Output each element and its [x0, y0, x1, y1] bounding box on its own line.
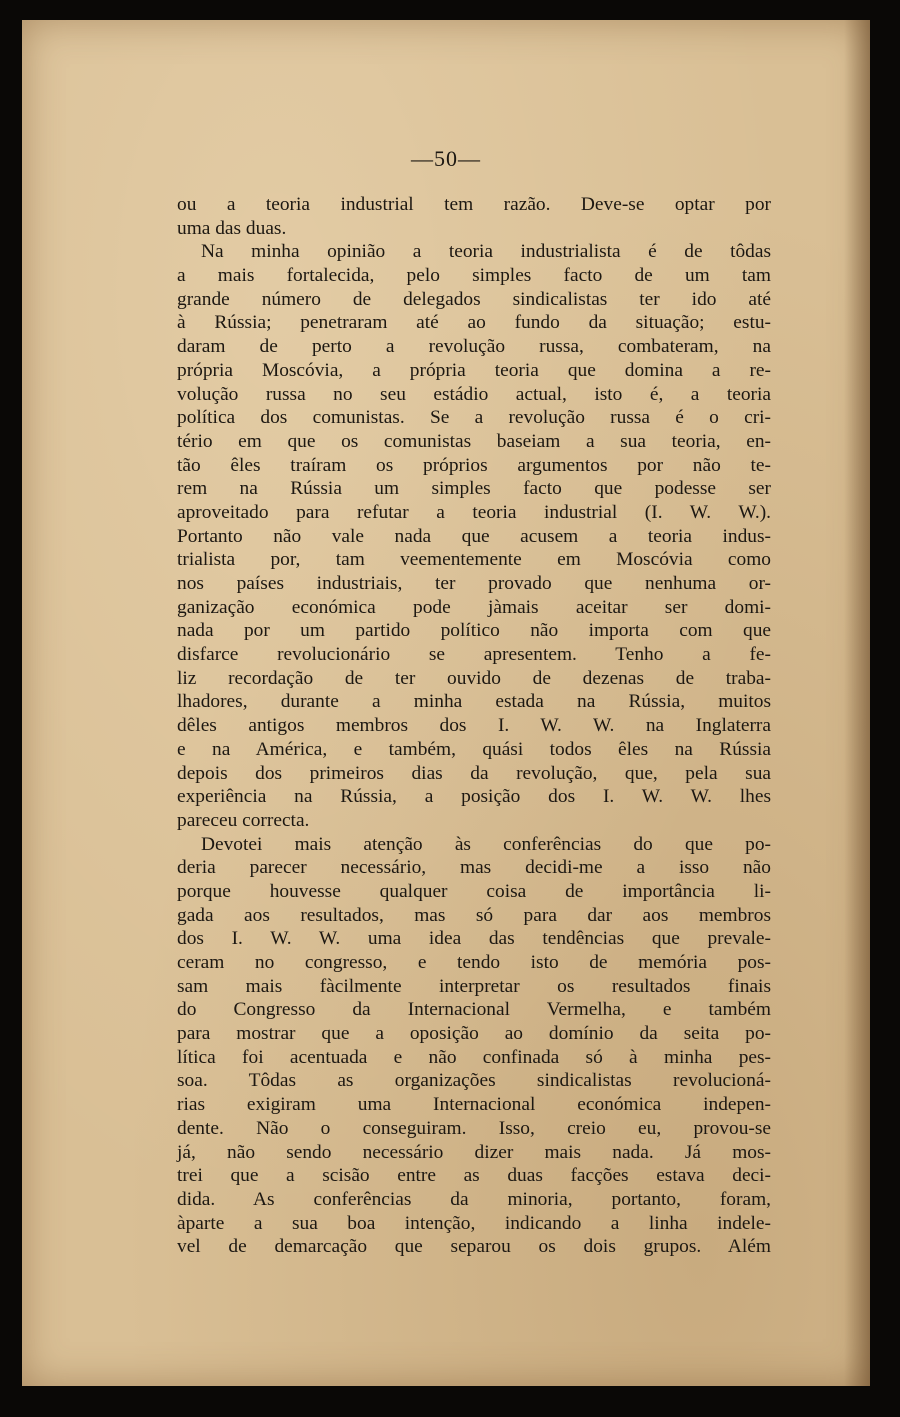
text-line: ganização económica pode jàmais aceitar ser domi-: [177, 596, 771, 618]
text-line: dos I. W. W. uma idea das tendências que prevale-: [177, 928, 771, 950]
text-line: trei que a scisão entre as duas facções estava deci-: [177, 1165, 771, 1187]
text-line: sam mais fàcilmente interpretar os resultados finais: [177, 975, 771, 997]
text-line: a mais fortalecida, pelo simples facto de um tam: [177, 265, 771, 287]
text-line: nos países industriais, ter provado que nenhuma or-: [177, 573, 771, 594]
text-line: lítica foi acentuada e não confinada só à minha pes-: [177, 1046, 771, 1068]
text-line: para mostrar que a oposição ao domínio da seita po-: [177, 1023, 771, 1045]
text-line: ceram no congresso, e tendo isto de memória pos-: [177, 952, 771, 973]
text-line: lhadores, durante a minha estada na Rússia, muitos: [177, 691, 771, 713]
page-number: —50—: [411, 146, 481, 171]
text-line: Devotei mais atenção às conferências do que po-: [201, 833, 771, 855]
text-line: dente. Não o conseguiram. Isso, creio eu, provou-se: [177, 1117, 771, 1139]
text-line: depois dos primeiros dias da revolução, que, pela sua: [177, 762, 771, 784]
text-line: disfarce revolucionário se apresentem. Tenho a fe-: [177, 644, 771, 666]
text-line: rias exigiram uma Internacional económica indepen-: [177, 1094, 771, 1116]
text-line: tério em que os comunistas baseiam a sua teoria, en-: [177, 430, 771, 452]
text-line: daram de perto a revolução russa, combateram, na: [177, 336, 771, 358]
text-line: e na América, e também, quási todos êles na Rússia: [177, 738, 771, 760]
text-line: uma das duas.: [177, 217, 287, 239]
text-line: Na minha opinião a teoria industrialista é de tôdas: [201, 241, 771, 263]
text-line: pareceu correcta.: [177, 809, 310, 831]
text-line: gada aos resultados, mas só para dar aos membros: [177, 904, 771, 926]
text-line: já, não sendo necessário dizer mais nada. Já mos-: [177, 1141, 771, 1163]
text-line: volução russa no seu estádio actual, isto é, a teoria: [177, 383, 771, 405]
text-line: política dos comunistas. Se a revolução russa é o cri-: [177, 407, 771, 429]
text-line: liz recordação de ter ouvido de dezenas de traba-: [177, 667, 771, 689]
text-line: tão êles traíram os próprios argumentos por não te-: [177, 454, 771, 476]
text-line: nada por um partido político não importa com que: [177, 620, 771, 642]
body-text: [177, 193, 771, 1259]
text-line: vel de demarcação que separou os dois grupos. Além: [177, 1236, 771, 1258]
text-line: àparte a sua boa intenção, indicando a linha indele-: [177, 1212, 771, 1234]
text-line: dida. As conferências da minoria, portanto, foram,: [177, 1188, 771, 1210]
text-line: rem na Rússia um simples facto que podesse ser: [177, 478, 771, 500]
text-line: aproveitado para refutar a teoria industrial (I. W. W.).: [177, 501, 771, 523]
text-line: porque houvesse qualquer coisa de importância li-: [177, 880, 771, 902]
text-line: ou a teoria industrial tem razão. Deve-se optar por: [177, 194, 771, 215]
text-line: do Congresso da Internacional Vermelha, e também: [177, 999, 771, 1021]
text-line: trialista por, tam veementemente em Moscóvia como: [177, 549, 771, 571]
text-line: deria parecer necessário, mas decidi-me a isso não: [177, 857, 771, 879]
text-line: própria Moscóvia, a própria teoria que domina a re-: [177, 359, 771, 381]
text-line: grande número de delegados sindicalistas ter ido até: [177, 288, 771, 310]
text-line: Portanto não vale nada que acusem a teoria indus-: [177, 525, 771, 547]
text-line: experiência na Rússia, a posição dos I. W. W. lhes: [177, 786, 771, 808]
text-line: à Rússia; penetraram até ao fundo da situação; estu-: [177, 312, 771, 334]
text-line: dêles antigos membros dos I. W. W. na Inglaterra: [177, 715, 771, 737]
text-line: soa. Tôdas as organizações sindicalistas revolucioná-: [177, 1070, 771, 1092]
page-spine-shadow: [844, 20, 870, 1386]
book-page: [22, 20, 870, 1386]
